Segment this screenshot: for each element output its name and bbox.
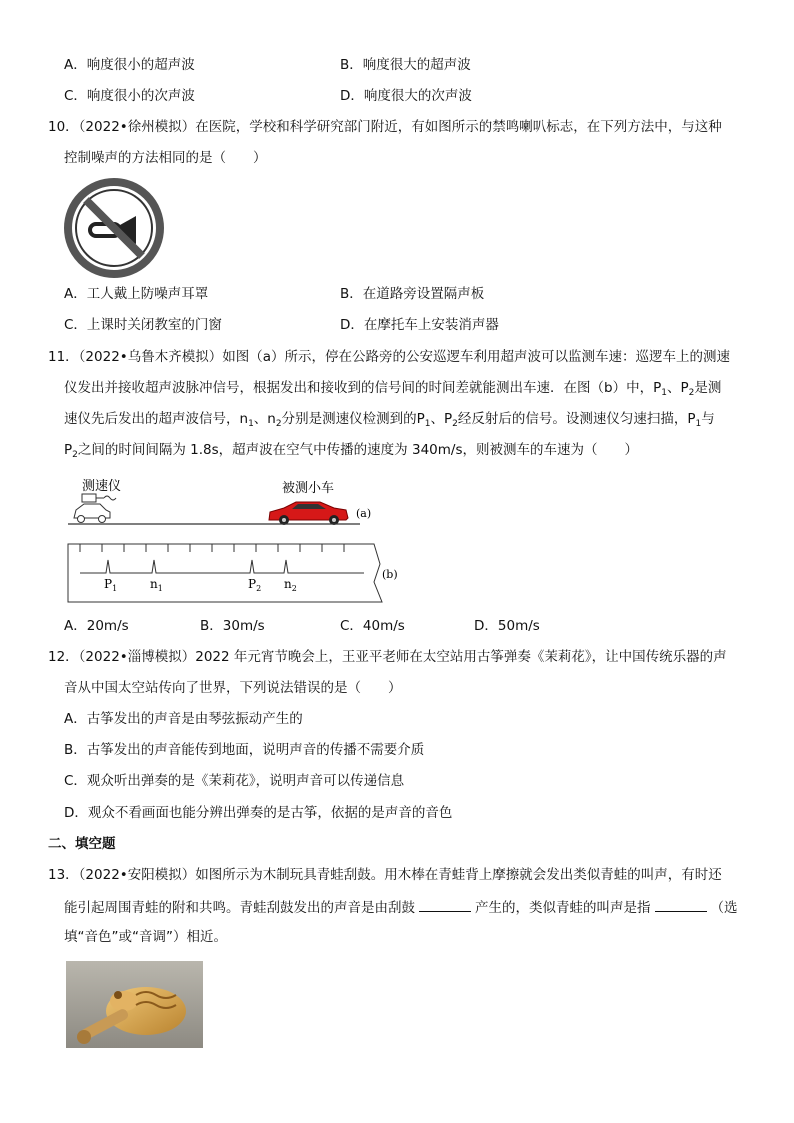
no-horn-sign-icon bbox=[64, 178, 164, 278]
q11-stem-line3: 速仪先后发出的超声波信号，$n_1$、$n_2$分别是测速仪检测到的$P_1$、$P_2$经反射后的信号。设测速仪匀速扫描，$P_1$与 bbox=[64, 411, 715, 429]
tick-marks bbox=[80, 544, 344, 552]
q13-stem-line1: 13．（2022•安阳模拟）如图所示为木制玩具青蛙刮鼓。用木棒在青蛙背上摩擦就会发出类似青蛙的叫声，有时还 bbox=[48, 867, 722, 883]
q10-option-a: A．工人戴上防噪声耳罩 bbox=[64, 286, 209, 302]
q12-stem-line1: 12．（2022•淄博模拟）2022 年元宵节晚会上，王亚平老师在太空站用古筝弹奏《茉莉花》，让中国传统乐器的声 bbox=[48, 649, 727, 665]
q13-blank-1[interactable] bbox=[419, 897, 471, 912]
q11-option-a: A．20m/s bbox=[64, 618, 129, 634]
q12-option-d: D．观众不看画面也能分辨出弹奏的是古筝，依据的是声音的音色 bbox=[64, 805, 453, 821]
q9-option-c: C．响度很小的次声波 bbox=[64, 88, 195, 104]
q9-option-b: B．响度很大的超声波 bbox=[340, 57, 471, 73]
q9-option-d: D．响度很大的次声波 bbox=[340, 88, 472, 104]
q11-option-d: D．50m/s bbox=[474, 618, 540, 634]
q12-option-c: C．观众听出弹奏的是《茉莉花》，说明声音可以传递信息 bbox=[64, 773, 405, 789]
q11-option-c: C．40m/s bbox=[340, 618, 405, 634]
q11-stem-line4: $P_2$之间的时间间隔为 1.8s，超声波在空气中传播的速度为 340m/s，则被测车的车速为（ ） bbox=[64, 442, 638, 460]
wooden-frog-photo bbox=[66, 961, 203, 1048]
label-p2: $P_2$ bbox=[248, 577, 262, 593]
q12-option-b: B．古筝发出的声音能传到地面，说明声音的传播不需要介质 bbox=[64, 742, 425, 758]
label-test-car: 被测小车 bbox=[282, 481, 335, 496]
q10-option-b: B．在道路旁设置隔声板 bbox=[340, 286, 485, 302]
section-heading-fill-blank: 二、填空题 bbox=[48, 836, 116, 852]
q11-stem-line2: 仪发出并接收超声波脉冲信号，根据发出和接收到的信号间的时间差就能测出车速．在图（b）中，$P_1$、$P_2$是测 bbox=[64, 380, 722, 398]
q11-option-b: B．30m/s bbox=[200, 618, 265, 634]
patrol-car-icon bbox=[74, 494, 116, 523]
q9-option-a: A．响度很小的超声波 bbox=[64, 57, 195, 73]
label-n2: $n_2$ bbox=[284, 577, 297, 593]
label-n1: $n_1$ bbox=[150, 577, 163, 593]
label-b: (b) bbox=[382, 568, 398, 581]
q10-option-d: D．在摩托车上安装消声器 bbox=[340, 317, 499, 333]
q13-stem-line3: 填“音色”或“音调”）相近。 bbox=[64, 929, 227, 945]
speed-measure-figure bbox=[64, 472, 398, 607]
q12-stem-line2: 音从中国太空站传向了世界，下列说法错误的是（ ） bbox=[64, 680, 402, 696]
q11-stem-line1: 11．（2022•乌鲁木齐模拟）如图（a）所示，停在公路旁的公安巡逻车利用超声波可以监测车速：巡逻车上的测速 bbox=[48, 349, 731, 365]
label-speed-device: 测速仪 bbox=[82, 479, 122, 494]
q13-blank-2[interactable] bbox=[655, 897, 707, 912]
q10-stem-line1: 10．（2022•徐州模拟）在医院，学校和科学研究部门附近，有如图所示的禁鸣喇叭标志，在下列方法中，与这种 bbox=[48, 119, 722, 135]
q13-stem-line2: 能引起周围青蛙的附和共鸣。青蛙刮鼓发出的声音是由刮鼓 产生的，类似青蛙的叫声是指 （选 bbox=[64, 897, 738, 917]
label-a: (a) bbox=[356, 507, 372, 520]
q10-option-c: C．上课时关闭教室的门窗 bbox=[64, 317, 222, 333]
q12-option-a: A．古筝发出的声音是由琴弦振动产生的 bbox=[64, 711, 303, 727]
red-car-icon bbox=[269, 502, 348, 525]
label-p1: $P_1$ bbox=[104, 577, 118, 593]
q10-stem-line2: 控制噪声的方法相同的是（ ） bbox=[64, 150, 267, 166]
